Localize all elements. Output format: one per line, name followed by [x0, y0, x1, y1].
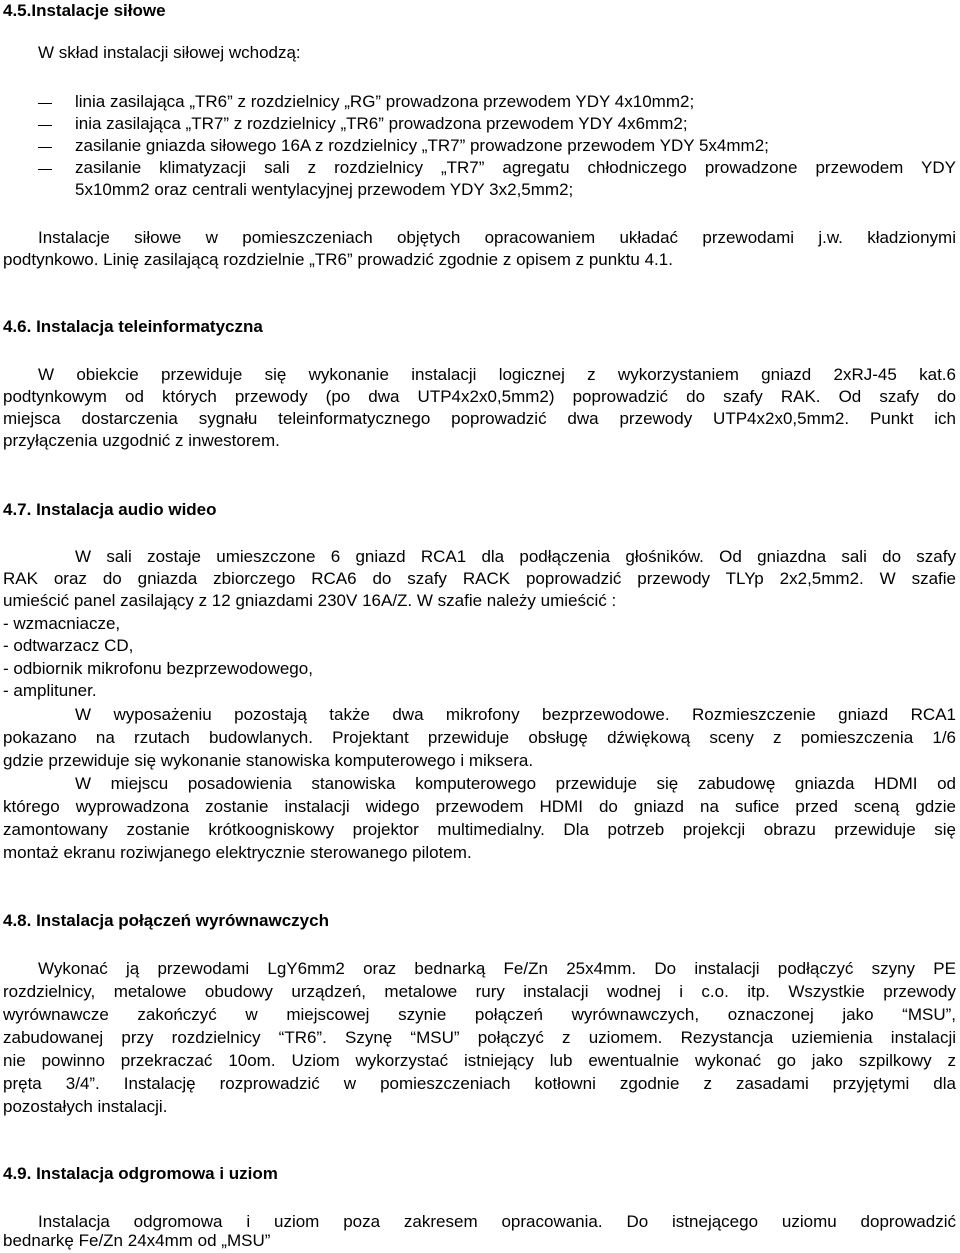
paragraph-line: miejsca dostarczenia sygnału teleinformatycznego poprowadzić dwa przewody UTP4x2x0,5mm2. Punkt ich — [3, 409, 956, 428]
dash-bullet — [38, 147, 52, 148]
paragraph-line: Wykonać ją przewodami LgY6mm2 oraz bednarką Fe/Zn 25x4mm. Do instalacji podłączyć szyny PE — [38, 959, 956, 978]
paragraph-line: zamontowany zostanie krótkoogniskowy projektor multimedialny. Dla potrzeb projekcji obrazu przewiduje się — [3, 820, 956, 839]
dash-bullet — [38, 103, 52, 104]
paragraph-line: podtynkowym od których przewody (po dwa UTP4x2x0,5mm2) poprowadzić do szafy RAK. Od szafy do — [3, 387, 956, 406]
list-item: - odbiornik mikrofonu bezprzewodowego, — [3, 659, 313, 678]
dash-bullet — [38, 169, 52, 170]
paragraph-line: Instalacja odgromowa i uziom poza zakresem opracowania. Do istnejącego uziomu doprowadzić — [38, 1212, 956, 1231]
section-heading-4-9: 4.9. Instalacja odgromowa i uziom — [3, 1164, 278, 1183]
paragraph-line: W obiekcie przewiduje się wykonanie instalacji logicznej z wykorzystaniem gniazd 2xRJ-45 kat.6 — [38, 365, 956, 384]
section-heading-4-5: 4.5.Instalacje siłowe — [3, 1, 166, 20]
section-heading-4-8: 4.8. Instalacja połączeń wyrównawczych — [3, 911, 329, 930]
list-item: inia zasilająca „TR7” z rozdzielnicy „TR6” prowadzona przewodem YDY 4x6mm2; — [75, 114, 688, 133]
paragraph-line: W wyposażeniu pozostają także dwa mikrofony bezprzewodowe. Rozmieszczenie gniazd RCA1 — [75, 705, 956, 724]
list-item: zasilanie klimatyzacji sali z rozdzielnicy „TR7” agregatu chłodniczego prowadzone przewodem YDY — [75, 158, 956, 177]
paragraph-line: Instalacje siłowe w pomieszczeniach objętych opracowaniem układać przewodami j.w. kładzionymi — [38, 228, 956, 247]
paragraph-line: pokazano na rzutach budowlanych. Projektant przewiduje obsługę dźwiękową sceny z pomieszczenia 1/6 — [3, 728, 956, 747]
paragraph-line: W sali zostaje umieszczone 6 gniazd RCA1 dla podłączenia głośników. Od gniazdna sali do szafy — [75, 547, 956, 566]
list-item: - amplituner. — [3, 681, 97, 700]
paragraph-line: bednarkę Fe/Zn 24x4mm od „MSU” — [3, 1231, 271, 1250]
paragraph-line: zabudowanej przy rozdzielnicy “TR6”. Szynę “MSU” połączyć z uziomem. Rezystancja uziemienia instalacji — [3, 1028, 956, 1047]
paragraph-line: gdzie przewiduje się wykonanie stanowiska komputerowego i miksera. — [3, 751, 534, 770]
list-item: - odtwarzacz CD, — [3, 636, 134, 655]
paragraph-line: rozdzielnicy, metalowe obudowy urządzeń, metalowe rury instalacji wodnej i c.o. itp. Wszystkie przewody — [3, 982, 956, 1001]
paragraph-line: pozostałych instalacji. — [3, 1097, 168, 1116]
list-item: zasilanie gniazda siłowego 16A z rozdzielnicy „TR7” prowadzone przewodem YDY 5x4mm2; — [75, 136, 769, 155]
section-intro: W skład instalacji siłowej wchodzą: — [38, 43, 301, 62]
list-item: linia zasilająca „TR6” z rozdzielnicy „RG” prowadzona przewodem YDY 4x10mm2; — [75, 92, 695, 111]
paragraph-line: przyłączenia uzgodnić z inwestorem. — [3, 431, 280, 450]
paragraph-line: nie powinno przekraczać 10om. Uziom wykorzystać istniejący lub ewentualnie wykonać go jako szpilkowy z — [3, 1051, 956, 1070]
dash-bullet — [38, 125, 52, 126]
paragraph-line: podtynkowo. Linię zasilającą rozdzielnie „TR6” prowadzić zgodnie z opisem z punktu 4.1. — [3, 250, 673, 269]
paragraph-line: montaż ekranu roziwjanego elektrycznie sterowanego pilotem. — [3, 843, 472, 862]
paragraph-line: wyrównawcze zakończyć w miejscowej szynie połączeń wyrównawczych, oznaczonej jako “MSU”, — [3, 1005, 956, 1024]
paragraph-line: W miejscu posadowienia stanowiska komputerowego przewiduje się zabudowę gniazda HDMI od — [75, 774, 956, 793]
paragraph-line: pręta 3/4”. Instalację rozprowadzić w pomieszczeniach kotłowni zgodnie z zasadami przyjętymi dla — [3, 1074, 956, 1093]
list-item: - wzmacniacze, — [3, 614, 121, 633]
section-heading-4-7: 4.7. Instalacja audio wideo — [3, 500, 217, 519]
paragraph-line: umieścić panel zasilający z 12 gniazdami 230V 16A/Z. W szafie należy umieścić : — [3, 591, 617, 610]
section-heading-4-6: 4.6. Instalacja teleinformatyczna — [3, 317, 263, 336]
paragraph-line: RAK oraz do gniazda zbiorczego RCA6 do szafy RACK poprowadzić przewody TLYp 2x2,5mm2. W szafie — [3, 569, 956, 588]
paragraph-line: którego wyprowadzona zostanie instalacji widego przewodem HDMI do gniazd na sufice przed sceną gdzie — [3, 797, 956, 816]
list-item-continuation: 5x10mm2 oraz centrali wentylacyjnej przewodem YDY 3x2,5mm2; — [75, 180, 574, 199]
